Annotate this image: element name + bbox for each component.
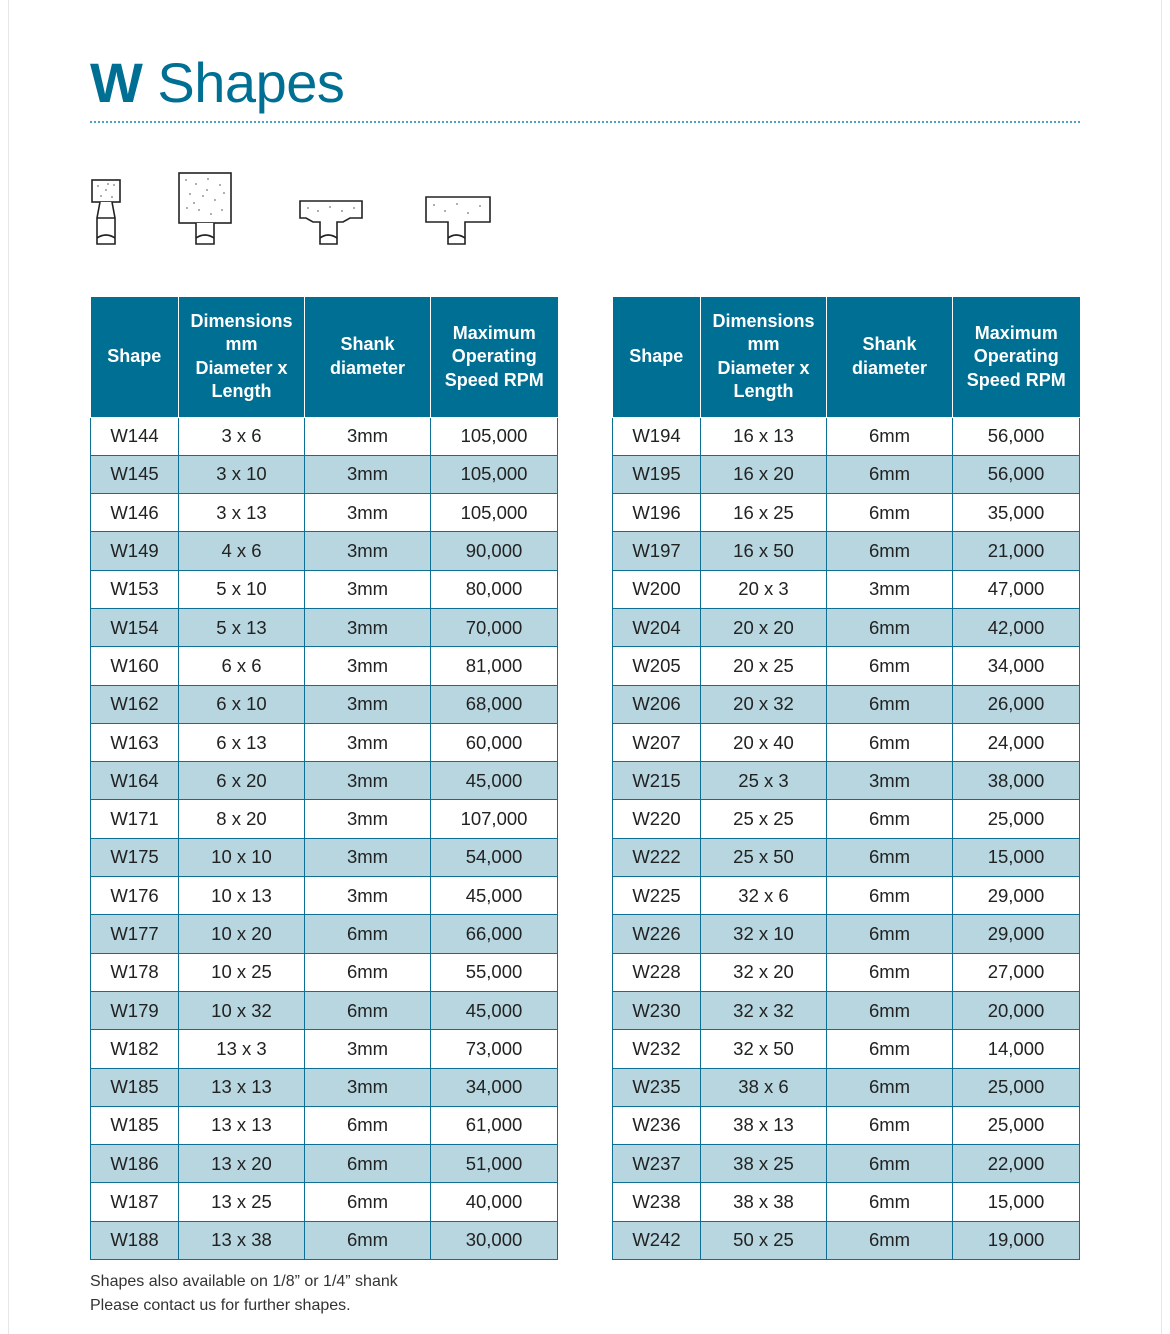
cell-shank: 6mm	[305, 1221, 431, 1259]
cell-speed: 15,000	[953, 838, 1080, 876]
cell-shape: W207	[613, 723, 701, 761]
shape-w-small-cylinder-icon	[92, 180, 120, 244]
table-row	[91, 762, 558, 800]
cell-shape: W237	[613, 1145, 701, 1183]
title-word: Shapes	[157, 51, 345, 114]
table-row	[613, 877, 1080, 915]
cell-shank: 6mm	[827, 608, 953, 646]
table-row	[91, 685, 558, 723]
cell-dimensions: 20 x 32	[701, 685, 827, 723]
table-row	[613, 723, 1080, 761]
table-row	[91, 877, 558, 915]
table-row	[613, 838, 1080, 876]
cell-shape: W160	[91, 647, 179, 685]
table-row	[91, 1030, 558, 1068]
cell-shank: 3mm	[305, 838, 431, 876]
cell-speed: 34,000	[953, 647, 1080, 685]
cell-shank: 3mm	[305, 762, 431, 800]
cell-dimensions: 25 x 50	[701, 838, 827, 876]
cell-shank: 3mm	[827, 570, 953, 608]
cell-dimensions: 13 x 38	[179, 1221, 305, 1259]
cell-speed: 80,000	[431, 570, 558, 608]
cell-speed: 70,000	[431, 608, 558, 646]
cell-speed: 14,000	[953, 1030, 1080, 1068]
header-shape: Shape	[613, 297, 701, 417]
cell-dimensions: 13 x 20	[179, 1145, 305, 1183]
cell-shank: 6mm	[827, 1221, 953, 1259]
table-row	[613, 1145, 1080, 1183]
cell-speed: 81,000	[431, 647, 558, 685]
table-row	[91, 953, 558, 991]
cell-dimensions: 38 x 38	[701, 1183, 827, 1221]
cell-shape: W179	[91, 991, 179, 1029]
table-row	[613, 762, 1080, 800]
cell-shape: W178	[91, 953, 179, 991]
cell-speed: 29,000	[953, 915, 1080, 953]
cell-shank: 3mm	[305, 877, 431, 915]
cell-dimensions: 13 x 3	[179, 1030, 305, 1068]
header-dimensions: Dimensions mm Diameter x Length	[701, 297, 827, 417]
cell-shape: W205	[613, 647, 701, 685]
table-row	[613, 494, 1080, 532]
cell-shape: W171	[91, 800, 179, 838]
cell-shape: W228	[613, 953, 701, 991]
header-max-speed: Maximum Operating Speed RPM	[953, 297, 1080, 417]
cell-dimensions: 10 x 10	[179, 838, 305, 876]
cell-dimensions: 20 x 20	[701, 608, 827, 646]
cell-speed: 56,000	[953, 417, 1080, 455]
table-row	[613, 1183, 1080, 1221]
cell-shape: W204	[613, 608, 701, 646]
cell-shape: W196	[613, 494, 701, 532]
cell-speed: 60,000	[431, 723, 558, 761]
header-dimensions: Dimensions mm Diameter x Length	[179, 297, 305, 417]
shape-w-large-cylinder-icon	[179, 173, 231, 244]
cell-shank: 3mm	[305, 1068, 431, 1106]
cell-shank: 6mm	[305, 915, 431, 953]
cell-speed: 45,000	[431, 991, 558, 1029]
cell-dimensions: 32 x 20	[701, 953, 827, 991]
cell-speed: 47,000	[953, 570, 1080, 608]
table-row	[613, 647, 1080, 685]
cell-speed: 61,000	[431, 1106, 558, 1144]
cell-speed: 22,000	[953, 1145, 1080, 1183]
cell-speed: 15,000	[953, 1183, 1080, 1221]
table-row	[613, 1221, 1080, 1259]
cell-shape: W163	[91, 723, 179, 761]
cell-shape: W194	[613, 417, 701, 455]
cell-shape: W146	[91, 494, 179, 532]
header-max-speed: Maximum Operating Speed RPM	[431, 297, 558, 417]
cell-shape: W225	[613, 877, 701, 915]
cell-shank: 3mm	[305, 723, 431, 761]
cell-shank: 3mm	[305, 455, 431, 493]
cell-shape: W186	[91, 1145, 179, 1183]
table-row	[613, 1030, 1080, 1068]
cell-shank: 6mm	[305, 991, 431, 1029]
cell-shape: W164	[91, 762, 179, 800]
cell-speed: 105,000	[431, 455, 558, 493]
cell-speed: 29,000	[953, 877, 1080, 915]
cell-shape: W144	[91, 417, 179, 455]
cell-shank: 6mm	[827, 1068, 953, 1106]
cell-shank: 3mm	[305, 532, 431, 570]
cell-shank: 3mm	[305, 1030, 431, 1068]
table-row	[613, 800, 1080, 838]
table-row	[613, 1068, 1080, 1106]
cell-speed: 105,000	[431, 494, 558, 532]
table-row	[91, 800, 558, 838]
cell-shape: W182	[91, 1030, 179, 1068]
cell-shank: 6mm	[305, 1145, 431, 1183]
table-row	[91, 1106, 558, 1144]
cell-speed: 26,000	[953, 685, 1080, 723]
cell-dimensions: 6 x 6	[179, 647, 305, 685]
cell-shank: 6mm	[305, 953, 431, 991]
cell-shank: 6mm	[827, 838, 953, 876]
cell-speed: 25,000	[953, 1068, 1080, 1106]
cell-dimensions: 6 x 13	[179, 723, 305, 761]
cell-speed: 107,000	[431, 800, 558, 838]
table-row	[91, 838, 558, 876]
table-row	[91, 570, 558, 608]
cell-shank: 6mm	[305, 1183, 431, 1221]
cell-shank: 6mm	[827, 723, 953, 761]
cell-dimensions: 16 x 13	[701, 417, 827, 455]
cell-dimensions: 32 x 6	[701, 877, 827, 915]
cell-dimensions: 10 x 25	[179, 953, 305, 991]
table-row	[613, 455, 1080, 493]
cell-dimensions: 38 x 25	[701, 1145, 827, 1183]
cell-dimensions: 38 x 13	[701, 1106, 827, 1144]
cell-shape: W200	[613, 570, 701, 608]
table-row	[613, 417, 1080, 455]
footnote-shank-options: Shapes also available on 1/8” or 1/4” shank	[90, 1273, 398, 1290]
cell-shank: 6mm	[827, 800, 953, 838]
table-row	[91, 532, 558, 570]
cell-dimensions: 13 x 13	[179, 1106, 305, 1144]
cell-shape: W215	[613, 762, 701, 800]
table-row	[613, 953, 1080, 991]
table-row	[91, 915, 558, 953]
cell-dimensions: 20 x 40	[701, 723, 827, 761]
cell-dimensions: 32 x 10	[701, 915, 827, 953]
title-letter: W	[90, 51, 143, 114]
cell-shape: W185	[91, 1068, 179, 1106]
cell-dimensions: 6 x 10	[179, 685, 305, 723]
cell-shank: 3mm	[305, 608, 431, 646]
cell-shape: W226	[613, 915, 701, 953]
cell-shank: 3mm	[305, 800, 431, 838]
cell-speed: 66,000	[431, 915, 558, 953]
cell-shape: W145	[91, 455, 179, 493]
shape-icons-row	[0, 0, 1170, 270]
table-row	[91, 417, 558, 455]
cell-shank: 3mm	[305, 570, 431, 608]
cell-shape: W149	[91, 532, 179, 570]
cell-shape: W238	[613, 1183, 701, 1221]
cell-dimensions: 3 x 13	[179, 494, 305, 532]
table-row	[613, 532, 1080, 570]
cell-dimensions: 20 x 3	[701, 570, 827, 608]
cell-shape: W175	[91, 838, 179, 876]
cell-shape: W197	[613, 532, 701, 570]
cell-shape: W162	[91, 685, 179, 723]
table-row	[91, 494, 558, 532]
cell-dimensions: 25 x 3	[701, 762, 827, 800]
table-row	[91, 1145, 558, 1183]
cell-dimensions: 10 x 13	[179, 877, 305, 915]
cell-shank: 6mm	[827, 685, 953, 723]
cell-dimensions: 10 x 20	[179, 915, 305, 953]
cell-shape: W185	[91, 1106, 179, 1144]
header-shank-diameter: Shank diameter	[305, 297, 431, 417]
footnote-contact: Please contact us for further shapes.	[90, 1297, 351, 1314]
cell-shank: 6mm	[827, 1183, 953, 1221]
shape-w-flat-disc-icon	[426, 197, 490, 244]
cell-speed: 30,000	[431, 1221, 558, 1259]
table-row	[613, 915, 1080, 953]
cell-shape: W177	[91, 915, 179, 953]
cell-dimensions: 25 x 25	[701, 800, 827, 838]
table-row	[91, 723, 558, 761]
cell-shank: 6mm	[827, 455, 953, 493]
cell-dimensions: 10 x 32	[179, 991, 305, 1029]
cell-speed: 25,000	[953, 800, 1080, 838]
cell-shank: 3mm	[305, 417, 431, 455]
cell-speed: 38,000	[953, 762, 1080, 800]
cell-speed: 73,000	[431, 1030, 558, 1068]
shape-w-wide-disc-icon	[300, 201, 362, 244]
cell-shank: 3mm	[305, 685, 431, 723]
cell-speed: 24,000	[953, 723, 1080, 761]
cell-shank: 3mm	[305, 647, 431, 685]
cell-speed: 68,000	[431, 685, 558, 723]
table-row	[613, 685, 1080, 723]
cell-shape: W222	[613, 838, 701, 876]
cell-shape: W187	[91, 1183, 179, 1221]
cell-dimensions: 50 x 25	[701, 1221, 827, 1259]
table-row	[91, 608, 558, 646]
cell-speed: 56,000	[953, 455, 1080, 493]
table-header-row	[91, 297, 558, 417]
cell-dimensions: 5 x 10	[179, 570, 305, 608]
cell-speed: 42,000	[953, 608, 1080, 646]
cell-shank: 6mm	[827, 417, 953, 455]
table-row	[613, 1106, 1080, 1144]
cell-speed: 45,000	[431, 762, 558, 800]
cell-shank: 3mm	[827, 762, 953, 800]
table-row	[91, 1068, 558, 1106]
table-row	[613, 570, 1080, 608]
cell-shape: W195	[613, 455, 701, 493]
cell-dimensions: 16 x 20	[701, 455, 827, 493]
cell-dimensions: 13 x 25	[179, 1183, 305, 1221]
cell-shape: W242	[613, 1221, 701, 1259]
cell-shape: W206	[613, 685, 701, 723]
cell-speed: 105,000	[431, 417, 558, 455]
cell-dimensions: 20 x 25	[701, 647, 827, 685]
cell-shape: W232	[613, 1030, 701, 1068]
cell-shape: W235	[613, 1068, 701, 1106]
cell-shape: W153	[91, 570, 179, 608]
cell-dimensions: 3 x 6	[179, 417, 305, 455]
header-shank-diameter: Shank diameter	[827, 297, 953, 417]
cell-shape: W176	[91, 877, 179, 915]
cell-speed: 27,000	[953, 953, 1080, 991]
header-shape: Shape	[91, 297, 179, 417]
cell-shank: 6mm	[305, 1106, 431, 1144]
cell-speed: 19,000	[953, 1221, 1080, 1259]
cell-shape: W154	[91, 608, 179, 646]
cell-dimensions: 4 x 6	[179, 532, 305, 570]
cell-dimensions: 13 x 13	[179, 1068, 305, 1106]
cell-speed: 45,000	[431, 877, 558, 915]
table-row	[613, 991, 1080, 1029]
table-row	[91, 1221, 558, 1259]
cell-shank: 6mm	[827, 532, 953, 570]
cell-dimensions: 16 x 50	[701, 532, 827, 570]
cell-speed: 35,000	[953, 494, 1080, 532]
cell-shank: 6mm	[827, 1145, 953, 1183]
cell-dimensions: 32 x 50	[701, 1030, 827, 1068]
cell-dimensions: 38 x 6	[701, 1068, 827, 1106]
table-row	[91, 1183, 558, 1221]
cell-dimensions: 32 x 32	[701, 991, 827, 1029]
cell-shank: 6mm	[827, 494, 953, 532]
cell-shank: 6mm	[827, 1106, 953, 1144]
table-header-row	[613, 297, 1080, 417]
cell-speed: 54,000	[431, 838, 558, 876]
cell-speed: 20,000	[953, 991, 1080, 1029]
cell-shank: 6mm	[827, 991, 953, 1029]
spec-table-left	[90, 297, 558, 1260]
cell-shank: 6mm	[827, 915, 953, 953]
cell-shape: W188	[91, 1221, 179, 1259]
cell-shank: 3mm	[305, 494, 431, 532]
cell-dimensions: 6 x 20	[179, 762, 305, 800]
cell-dimensions: 3 x 10	[179, 455, 305, 493]
table-row	[91, 991, 558, 1029]
cell-speed: 25,000	[953, 1106, 1080, 1144]
cell-shape: W220	[613, 800, 701, 838]
table-row	[91, 647, 558, 685]
cell-speed: 34,000	[431, 1068, 558, 1106]
cell-speed: 90,000	[431, 532, 558, 570]
cell-shank: 6mm	[827, 647, 953, 685]
cell-shank: 6mm	[827, 877, 953, 915]
cell-speed: 21,000	[953, 532, 1080, 570]
cell-shape: W230	[613, 991, 701, 1029]
cell-shape: W236	[613, 1106, 701, 1144]
cell-speed: 55,000	[431, 953, 558, 991]
cell-speed: 40,000	[431, 1183, 558, 1221]
cell-dimensions: 16 x 25	[701, 494, 827, 532]
cell-speed: 51,000	[431, 1145, 558, 1183]
spec-table-right	[612, 297, 1080, 1260]
cell-shank: 6mm	[827, 1030, 953, 1068]
table-row	[91, 455, 558, 493]
cell-dimensions: 8 x 20	[179, 800, 305, 838]
cell-shank: 6mm	[827, 953, 953, 991]
cell-dimensions: 5 x 13	[179, 608, 305, 646]
table-row	[613, 608, 1080, 646]
